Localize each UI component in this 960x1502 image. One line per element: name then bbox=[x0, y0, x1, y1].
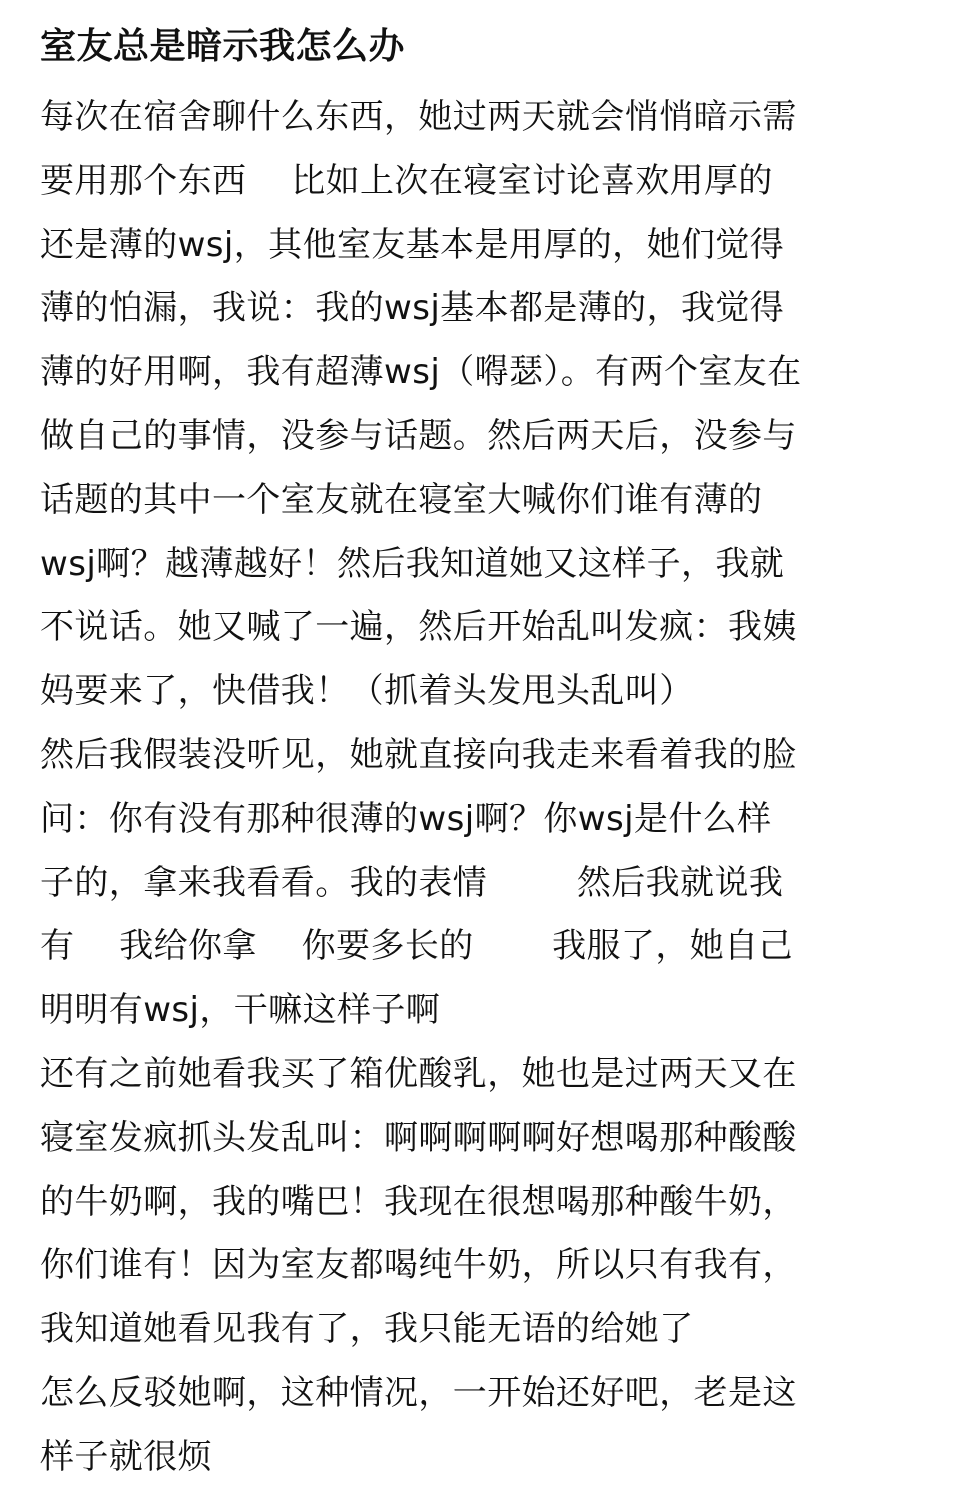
post-body bbox=[40, 86, 920, 1490]
post-line: 妈要来了，快借我！（抓着头发甩头乱叫） bbox=[40, 671, 694, 712]
post-line: 有 我给你拿 你要多长的 我服了，她自己 bbox=[40, 926, 793, 967]
post-line: 你们谁有！因为室友都喝纯牛奶，所以只有我有， bbox=[40, 1245, 797, 1286]
post-line: 样子就很烦 bbox=[40, 1436, 212, 1477]
post-line: 怎么反驳她啊，这种情况，一开始还好吧，老是这 bbox=[40, 1372, 797, 1413]
post-line: 然后我假装没听见，她就直接向我走来看着我的脸 bbox=[40, 734, 797, 775]
post-title: 室友总是暗示我怎么办 bbox=[40, 26, 406, 67]
post-line: 薄的好用啊，我有超薄wsj（嘚瑟）。有两个室友在 bbox=[40, 352, 802, 393]
post-line: 话题的其中一个室友就在寝室大喊你们谁有薄的 bbox=[40, 479, 763, 520]
post-line: 子的，拿来我看看。我的表情 然后我就说我 bbox=[40, 862, 784, 903]
post-line: 还有之前她看我买了箱优酸乳，她也是过两天又在 bbox=[40, 1053, 797, 1094]
post-line: 薄的怕漏，我说：我的wsj基本都是薄的，我觉得 bbox=[40, 288, 785, 329]
post-line: 每次在宿舍聊什么东西，她过两天就会悄悄暗示需 bbox=[40, 97, 797, 137]
post-line: 我知道她看见我有了，我只能无语的给她了 bbox=[40, 1309, 694, 1350]
post-line: 做自己的事情，没参与话题。然后两天后，没参与 bbox=[40, 415, 797, 456]
post-line: 问：你有没有那种很薄的wsj啊？你wsj是什么样 bbox=[40, 798, 772, 839]
post-line: 不说话。她又喊了一遍，然后开始乱叫发疯：我姨 bbox=[40, 607, 797, 648]
post-line: 要用那个东西 比如上次在寝室讨论喜欢用厚的 bbox=[40, 160, 773, 201]
post-line: 明明有wsj，干嘛这样子啊 bbox=[40, 990, 441, 1031]
post-line: 寝室发疯抓头发乱叫：啊啊啊啊啊好想喝那种酸酸 bbox=[40, 1117, 797, 1158]
post-line: 还是薄的wsj，其他室友基本是用厚的，她们觉得 bbox=[40, 224, 785, 265]
post-line: wsj啊？越薄越好！然后我知道她又这样子，我就 bbox=[40, 543, 785, 584]
post-line: 的牛奶啊，我的嘴巴！我现在很想喝那种酸牛奶， bbox=[40, 1181, 797, 1222]
post bbox=[40, 22, 920, 1490]
